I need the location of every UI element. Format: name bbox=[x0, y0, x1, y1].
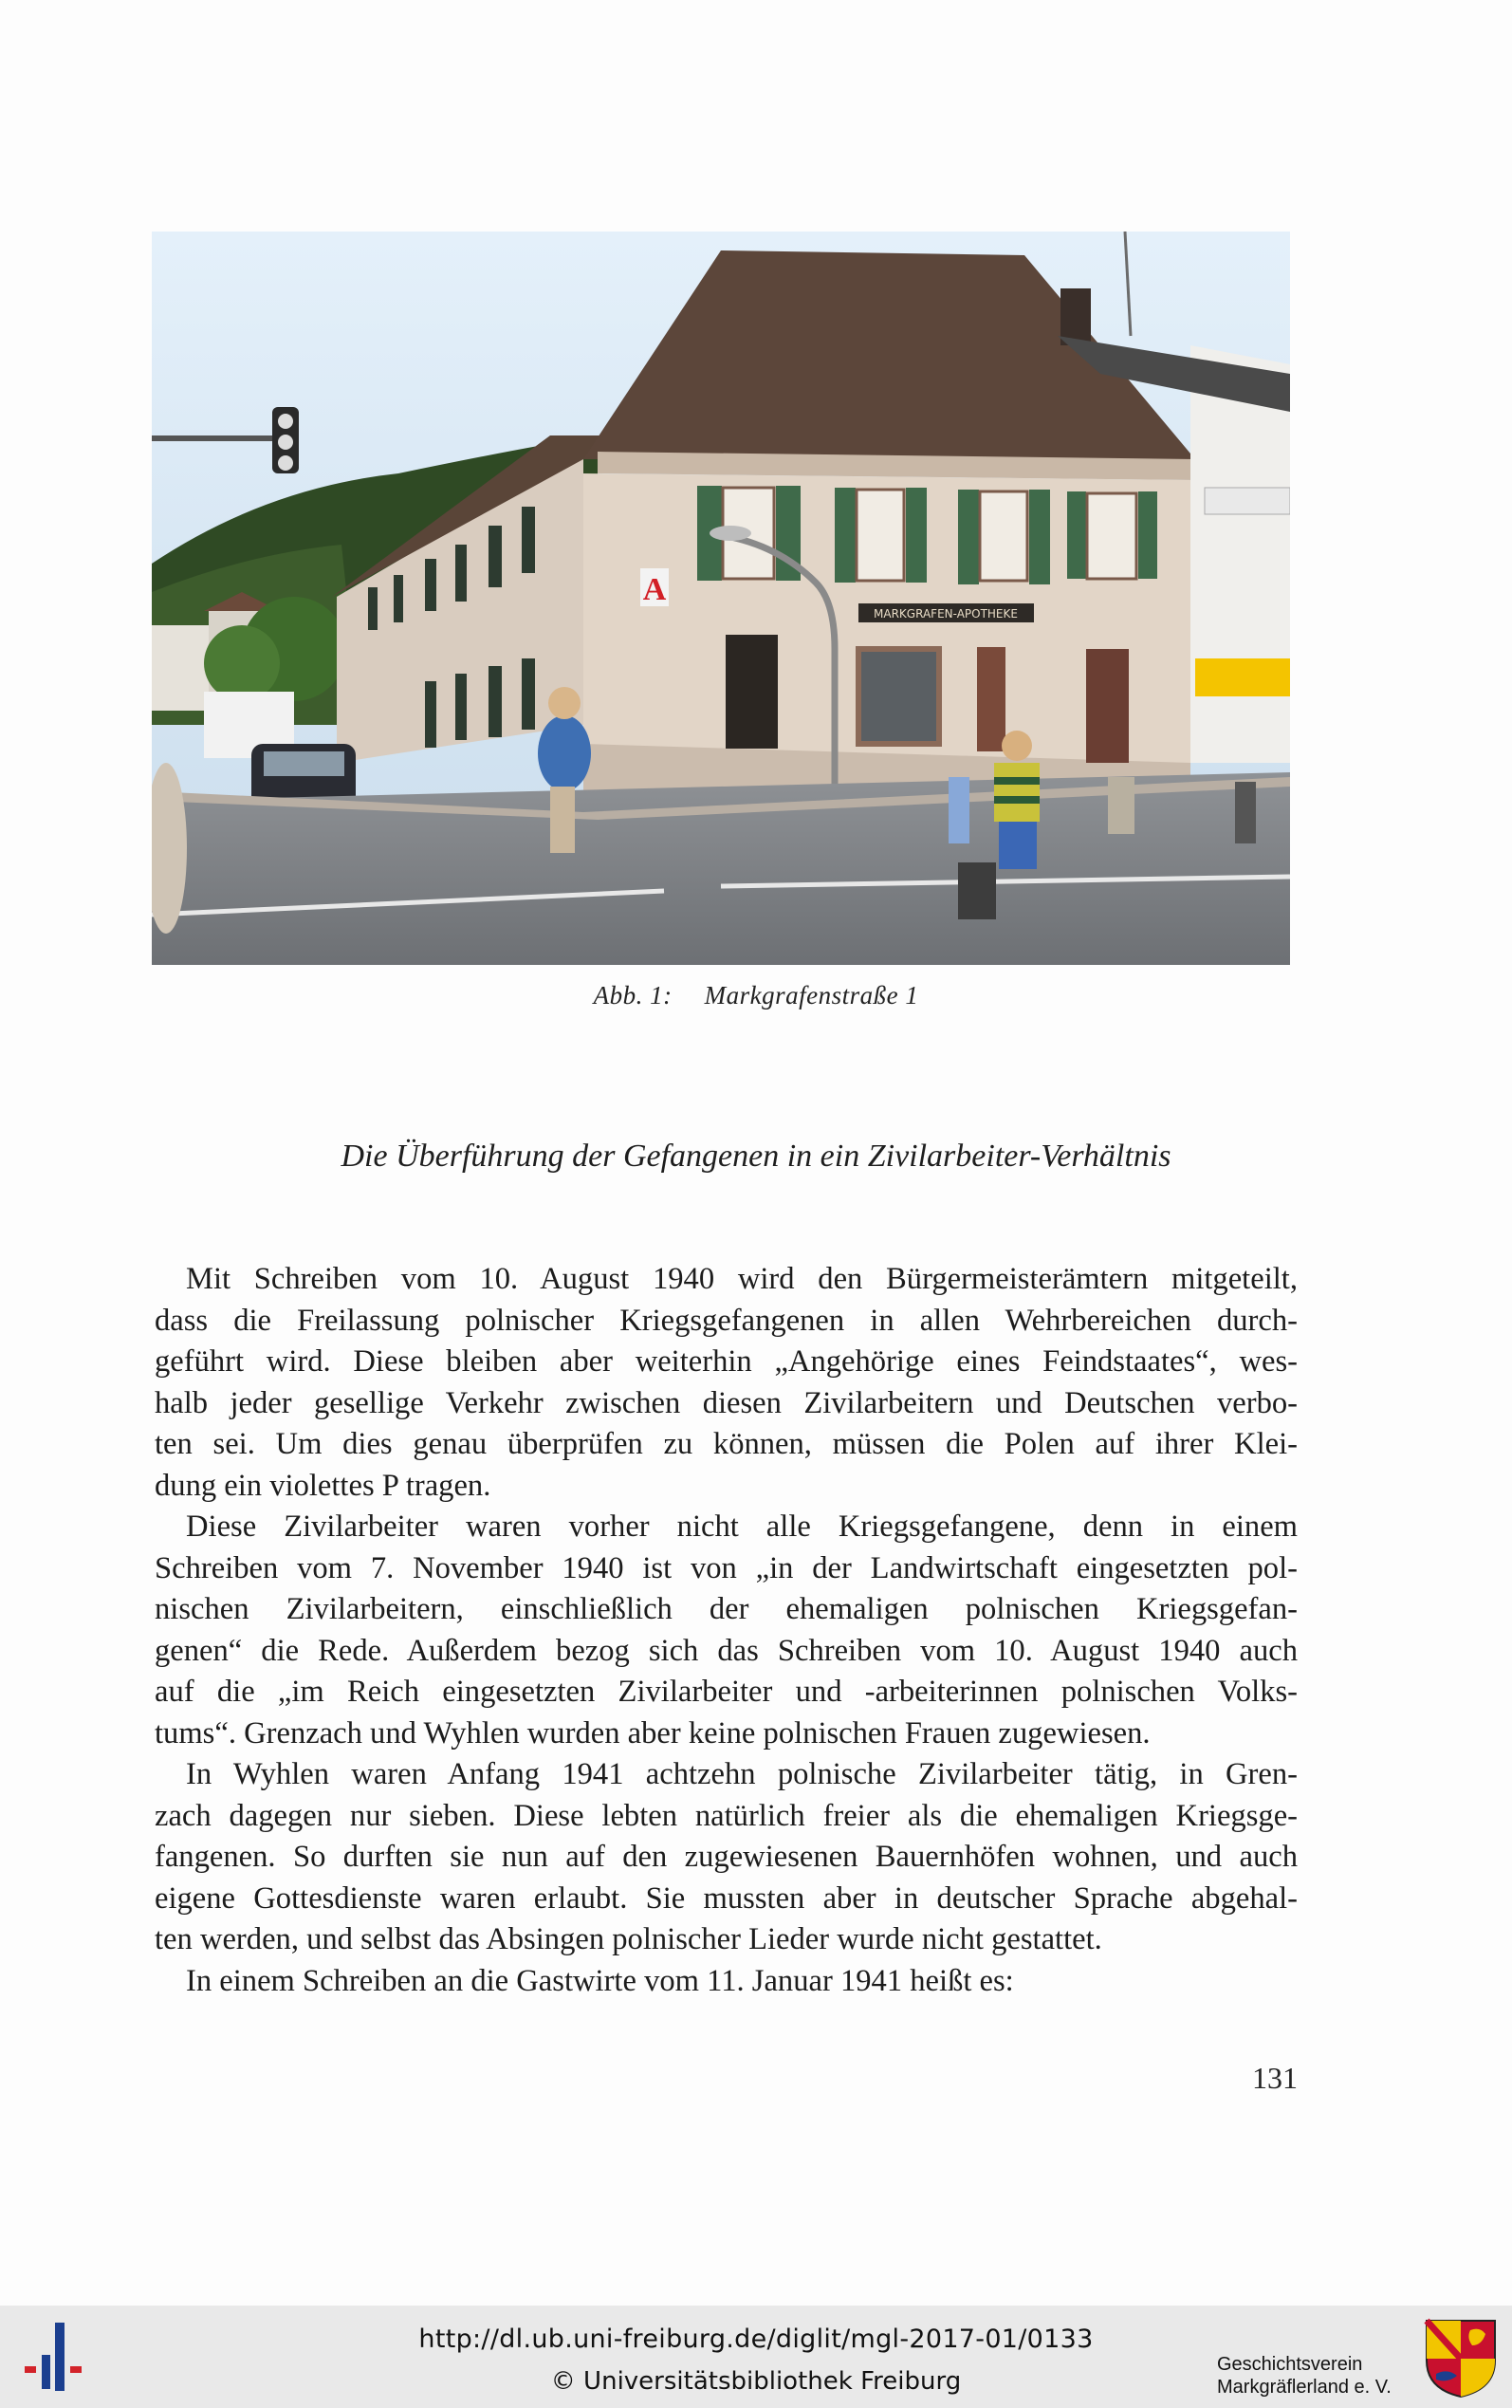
text-line: fangenen. So durften sie nun auf den zugewiesenen Bauernhöfen wohnen, und auch bbox=[155, 1840, 1298, 1874]
text-line: auf die „im Reich eingesetzten Zivilarbeiter und -arbeiterinnen polnischen Volks- bbox=[155, 1675, 1298, 1709]
figure-caption bbox=[0, 981, 1512, 1010]
pharmacy-sign: A bbox=[642, 572, 667, 607]
street-photo bbox=[152, 232, 1290, 965]
text-line: eigene Gottesdienste waren erlaubt. Sie mussten aber in deutscher Sprache abgehal- bbox=[155, 1880, 1298, 1916]
section-heading: Die Überführung der Gefangenen in ein Zivilarbeiter-Verhältnis bbox=[341, 1139, 1171, 1174]
text-line: halb jeder gesellige Verkehr zwischen diesen Zivilarbeitern und Deutschen verbo- bbox=[155, 1385, 1298, 1420]
figure-label: Abb. 1: bbox=[593, 981, 673, 1010]
text-line: Mit Schreiben vom 10. August 1940 wird den Bürgermeisterämtern mitgeteilt, bbox=[186, 1262, 1298, 1296]
body-text bbox=[155, 1259, 1298, 2002]
text-line: dung ein violettes P tragen. bbox=[155, 1468, 491, 1503]
text-line: genen“ die Rede. Außerdem bezog sich das Schreiben vom 10. August 1940 auch bbox=[155, 1633, 1298, 1668]
society-name-line1: Geschichtsverein bbox=[1217, 2354, 1363, 2375]
text-line: zach dagegen nur sieben. Diese lebten natürlich freier als die ehemaligen Kriegsge- bbox=[155, 1798, 1298, 1833]
text-line: geführt wird. Diese bleiben aber weiterhin „Angehörige eines Feindstaates“, wes- bbox=[155, 1344, 1298, 1379]
text-line: ten sei. Um dies genau überprüfen zu können, müssen die Polen auf ihrer Klei- bbox=[155, 1427, 1298, 1461]
society-name bbox=[1217, 2353, 1392, 2399]
text-line: Schreiben vom 7. November 1940 ist von „in der Landwirtschaft eingesetzten pol- bbox=[155, 1550, 1298, 1585]
text-line: dass die Freilassung polnischer Kriegsgefangenen in allen Wehrbereichen durch- bbox=[155, 1303, 1298, 1338]
page-number: 131 bbox=[1252, 2061, 1298, 2095]
shop-sign-text: MARKGRAFEN-APOTHEKE bbox=[874, 607, 1018, 621]
society-name-line2: Markgräflerland e. V. bbox=[1217, 2377, 1392, 2398]
text-line: In Wyhlen waren Anfang 1941 achtzehn polnische Zivilarbeiter tätig, in Gren- bbox=[186, 1757, 1298, 1791]
coat-of-arms-icon bbox=[1423, 2317, 1499, 2399]
footer-url-link[interactable]: http://dl.ub.uni-freiburg.de/diglit/mgl-2017-01/0133 bbox=[418, 2325, 1094, 2354]
footer-bar bbox=[0, 2306, 1512, 2408]
text-line: Diese Zivilarbeiter waren vorher nicht alle Kriegsgefangene, denn in einem bbox=[186, 1510, 1298, 1544]
text-line: tums“. Grenzach und Wyhlen wurden aber keine polnischen Frauen zugewiesen. bbox=[155, 1715, 1151, 1750]
text-line: nischen Zivilarbeitern, einschließlich der ehemaligen polnischen Kriegsgefan- bbox=[155, 1592, 1298, 1626]
text-line: In einem Schreiben an die Gastwirte vom 11. Januar 1941 heißt es: bbox=[186, 1963, 1014, 1998]
figure-title: Markgrafenstraße 1 bbox=[704, 981, 919, 1010]
text-line: ten werden, und selbst das Absingen polnischer Lieder wurde nicht gestattet. bbox=[155, 1922, 1102, 1956]
footer-copyright: © Universitätsbibliothek Freiburg bbox=[550, 2367, 962, 2396]
